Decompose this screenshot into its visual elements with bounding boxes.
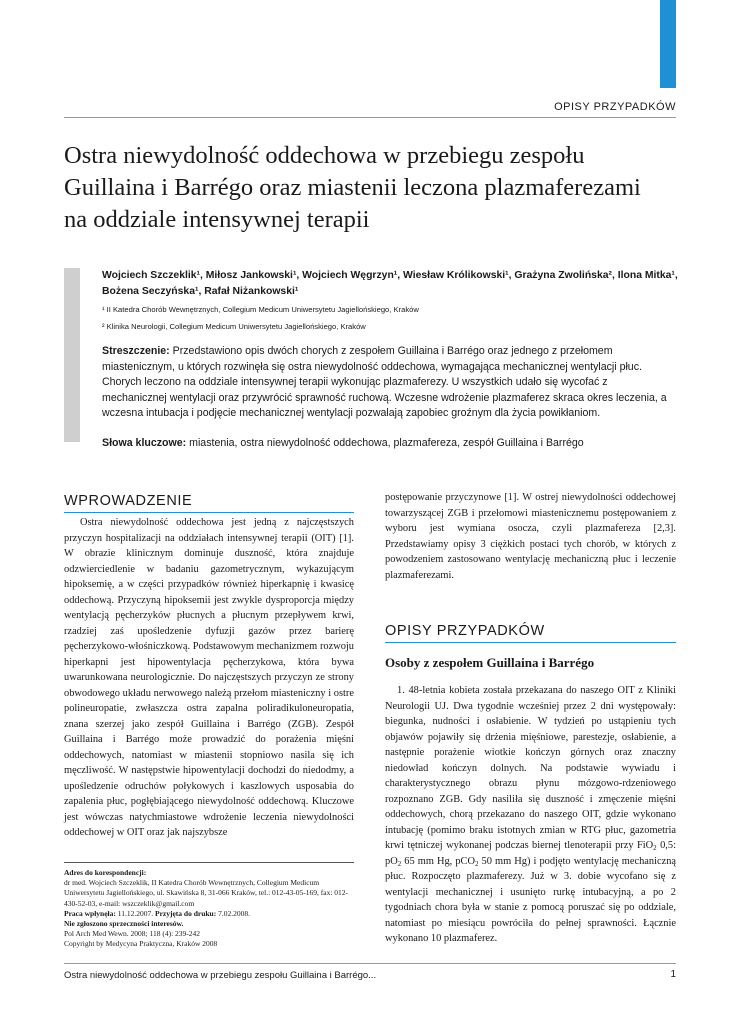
received-label: Praca wpłynęła: (64, 908, 116, 918)
subscript: 2 (397, 859, 402, 868)
conflict-statement: Nie zgłoszono sprzeczności interesów. (64, 919, 184, 929)
section-heading-case-reports: OPISY PRZYPADKÓW (385, 623, 545, 639)
abstract-text: Przedstawiono opis dwóch chorych z zespołem Guillaina i Barrégo oraz jednego z przełomem miastenicznym, u których rozwinęła się ostra niewydolność oddechowa, wymagająca mechanicznej wentylacji płuc. Chorych leczono na oddziale intensywnej terapii wykonując plazmaferezy. U wszystkich udało się wycofać z mechanicznej wentylacji oraz przywrócić sprawność ruchową. Wczesne wdrożenie plazmaferez skraca okres leczenia, a wczesna intubacja i podjęcie mechanicznej wentylacji pozwalają zapobiec groźnym dla życia powikłaniom. (102, 345, 667, 420)
accent-bar (660, 0, 676, 88)
correspondence-address: dr med. Wojciech Szczeklik, II Katedra Chorób Wewnętrznych, Collegium Medicum Uniwersytetu Jagiellońskiego, ul. Skawińska 8, 31-066 Kraków, tel.: 012-43-05-169, fax: 012-430-52-03, e-mail: wszczeklik@gmail.com (64, 878, 349, 908)
introduction-paragraph: Ostra niewydolność oddechowa jest jedną z najczęstszych przyczyn hospitalizacji na oddziałach intensywnej terapii (OIT) [1]. W obrazie klinicznym dominuje duszność, która znajduje odzwierciedlenie w badaniu gazometrycznym, wykazującym hipoksemię, a w części przypadków również hiperkapnię i kwasicę oddechową. Przyczyną hipoksemii jest zwykle dysproporcja między wentylacją pęcherzyków płucnych a płucnym przepływem krwi, rzadziej zaś upośledzenie dyfuzji gazów przez barierę pęcherzykowo-włośniczkową. Podstawowym mechanizmem rozwoju hiperkapni jest hipowentylacja pęcherzykowa, która bywa uwarunkowana neurologicznie. Do najczęstszych przyczyn ze strony obwodowego układu nerwowego należą przełom miasteniczny i ostre polineuropatie, zwłaszcza ostra zapalna poliradikuloneuropatia, znana szerzej jako zespół Guillaina i Barrégo (ZGB). Zespół Guillaina i Barrégo może prowadzić do porażenia mięśni oddechowych, natomiast w miastenii stopniowo nasila się ich męczliwość. W następstwie hipowentylacji dochodzi do niedodmy, a upośledzenie odruchów połykowych i kaszlowych usposabia do zapalenia płuc, pogłębiającego niewydolność oddechową. Kluczowe jest wówczas natychmiastowe wdrożenie leczenia niewydolności oddechowej w OIT oraz jak najszybsze (64, 517, 354, 838)
citation: Pol Arch Med Wewn. 2008; 118 (4): 239-242 (64, 929, 201, 939)
abstract-side-bar (64, 268, 80, 442)
subscript: 2 (474, 859, 479, 868)
keywords (102, 436, 670, 452)
correspondence-rule (64, 862, 354, 863)
accepted-label: Przyjęta do druku: (154, 908, 217, 918)
case-text-part: 1. 48-letnia kobieta została przekazana do naszego OIT z Kliniki Neurologii UJ. Dwa tygodnie wcześniej przez 2 dni występowały: biegunka, nudności i osłabienie. W tydzień po ustąpieniu tych objawów pojawiły się drżenia mięśniowe, parestezje, osłabienie, a następnie porażenie wiotkie kończyn górnych oraz znaczny niedowład kończyn dolnych. Na podstawie wywiadu i charakterystycznego obrazu płynu mózgowo-rdzeniowego rozpoznano ZGB. Gdy nasiliła się duszność i zmęczenie mięśni oddechowych, chorą przekazano do naszego OIT, gdzie wykonano intubację (pomimo braku istotnych zmian w RTG płuc, gazometria krwi tętniczej wykonanej podczas biernej tlenoterapii przy FiO (385, 685, 676, 851)
case-text-part: 0,5: pO (385, 840, 676, 867)
correspondence-heading: Adres do korespondencji: (64, 868, 147, 877)
accepted-date: 7.02.2008. (216, 908, 250, 918)
case-text-part: 65 mm Hg, pCO (401, 855, 475, 867)
section-rule (385, 642, 676, 643)
received-date: 11.12.2007. (115, 908, 155, 918)
footer-rule (64, 963, 676, 964)
copyright: Copyright by Medycyna Praktyczna, Kraków 2008 (64, 939, 218, 949)
subscript: 2 (653, 844, 657, 852)
page-number: 1 (670, 969, 676, 980)
subsection-heading: Osoby z zespołem Guillaina i Barrégo (385, 655, 595, 670)
abstract (102, 344, 670, 422)
section-heading-introduction: WPROWADZENIE (64, 493, 193, 509)
abstract-label: Streszczenie: (102, 345, 170, 357)
correspondence-block (64, 868, 354, 950)
case-text-part: 50 mm Hg) i podjęto wentylację mechaniczną płuc. Rozpoczęto plazmaferezy. Już w 3. dobie wycofano się z wentylacji mechanicznej i usunięto rurkę intubacyjną, a po 2 tygodniach chora była w stanie z pomocą poruszać się po oddziale, natomiast po miesiącu powróciła do pełnej sprawności. Łącznie wykonano 10 plazmaferez. (385, 855, 676, 944)
affiliation-1: ¹ II Katedra Chorób Wewnętrznych, Collegium Medicum Uniwersytetu Jagiellońskiego, Kraków (102, 305, 419, 314)
section-tag: OPISY PRZYPADKÓW (554, 101, 676, 113)
author-list: Wojciech Szczeklik¹, Miłosz Jankowski¹, Wojciech Węgrzyn¹, Wiesław Królikowski¹, Grażyna Zwolińska², Ilona Mitka¹, Bożena Seczyńska¹, Rafał Niżankowski¹ (102, 270, 678, 297)
keywords-label: Słowa kluczowe: (102, 437, 187, 449)
keywords-text: miastenia, ostra niewydolność oddechowa, plazmafereza, zespół Guillaina i Barrégo (186, 437, 584, 449)
introduction-continuation: postępowanie przyczynowe [1]. W ostrej niewydolności oddechowej towarzyszącej ZGB i przełomowi miastenicznemu postępowaniem z wyboru jest wymiana osocza, czyli plazmafereza [2,3]. Przedstawiamy opisy 3 ciężkich postaci tych chorób, w których z powodzeniem zastosowano wentylację mechaniczną płuc i leczenie plazmaferezami. (385, 492, 676, 581)
case-1-paragraph (385, 683, 676, 947)
header-rule (64, 117, 676, 118)
article-title: Ostra niewydolność oddechowa w przebiegu zespołu Guillaina i Barrégo oraz miastenii leczona plazmaferezami na oddziale intensywnej terapii (64, 142, 641, 233)
section-rule (64, 512, 354, 513)
running-title: Ostra niewydolność oddechowa w przebiegu zespołu Guillaina i Barrégo... (64, 970, 377, 981)
dates-line (64, 909, 354, 919)
affiliation-2: ² Klinika Neurologii, Collegium Medicum Uniwersytetu Jagiellońskiego, Kraków (102, 322, 366, 331)
